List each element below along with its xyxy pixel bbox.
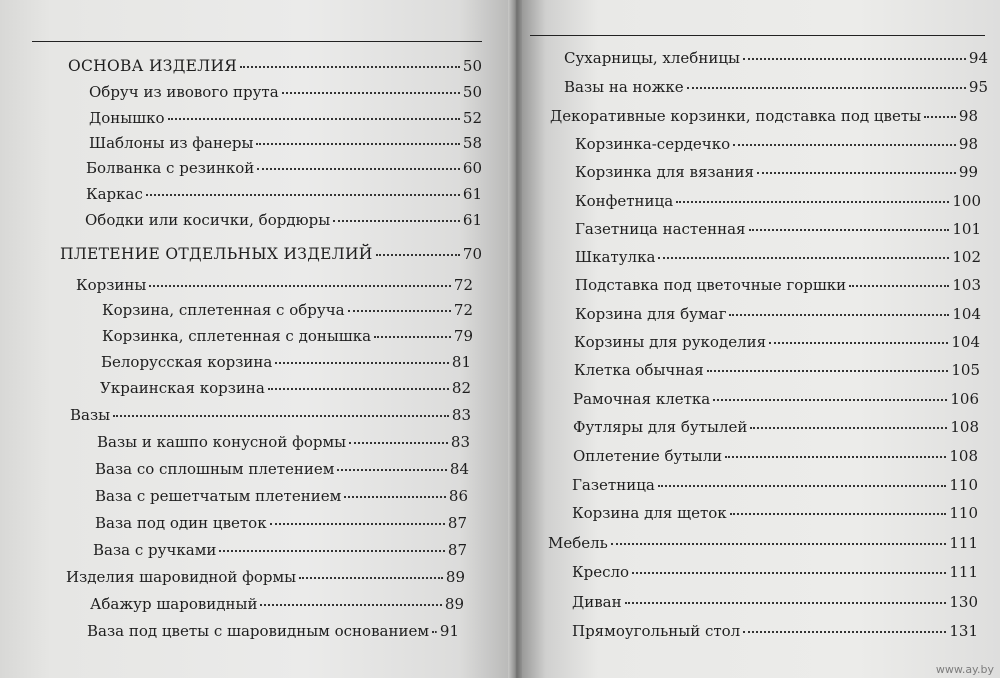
toc-entry: [572, 562, 978, 582]
entry-page: 102: [952, 248, 981, 266]
entry-title: Сухарницы, хлебницы: [564, 49, 740, 67]
dot-leader: [658, 484, 947, 487]
dot-leader: [632, 571, 946, 574]
entry-title: Оплетение бутыли: [573, 447, 723, 465]
entry-page: 61: [462, 211, 482, 229]
entry-page: 111: [949, 563, 978, 581]
dot-leader: [924, 115, 956, 118]
entry-page: 91: [439, 622, 459, 640]
dot-leader: [849, 284, 949, 287]
entry-page: 94: [968, 49, 988, 67]
toc-entry: [572, 475, 978, 495]
entry-title: Корзинка для вязания: [575, 163, 754, 181]
toc-entry: [89, 82, 482, 102]
toc-entry: [573, 389, 979, 409]
entry-page: 82: [451, 379, 471, 397]
entry-page: 104: [952, 305, 981, 323]
entry-page: 89: [445, 568, 465, 586]
entry-title: Ваза под один цветок: [95, 514, 267, 532]
entry-page: 87: [447, 514, 467, 532]
entry-title: Ваза с ручками: [93, 541, 217, 559]
entry-page: 60: [462, 159, 482, 177]
entry-page: 111: [949, 534, 978, 552]
dot-leader: [725, 455, 946, 458]
entry-title: Донышко: [89, 109, 165, 127]
toc-entry: [68, 56, 482, 76]
dot-leader: [757, 171, 956, 174]
dot-leader: [733, 143, 956, 146]
entry-page: 86: [448, 487, 468, 505]
entry-page: 89: [444, 595, 464, 613]
toc-entry: [575, 247, 981, 267]
entry-page: 83: [451, 406, 471, 424]
dot-leader: [730, 512, 947, 515]
entry-page: 100: [952, 192, 981, 210]
entry-title: Газетница настенная: [575, 220, 746, 238]
entry-page: 105: [951, 361, 980, 379]
dot-leader: [260, 603, 441, 606]
dot-leader: [707, 369, 949, 372]
dot-leader: [282, 91, 460, 94]
entry-title: Шаблоны из фанеры: [89, 134, 254, 152]
dot-leader: [625, 601, 947, 604]
dot-leader: [769, 341, 948, 344]
toc-entry: [575, 275, 981, 295]
entry-title: Корзина для бумаг: [575, 305, 727, 323]
entry-title: Ободки или косички, бордюры: [85, 211, 331, 229]
toc-entry: [93, 540, 467, 560]
entry-title: Корзины для рукоделия: [574, 333, 767, 351]
toc-entry: [575, 134, 978, 154]
entry-title: Абажур шаровидный: [90, 595, 258, 613]
entry-title: Ваза со сплошным плетением: [95, 460, 335, 478]
toc-entry: [550, 106, 978, 126]
entry-page: 81: [451, 353, 471, 371]
entry-page: 99: [958, 163, 978, 181]
entry-page: 84: [449, 460, 469, 478]
entry-page: 72: [453, 301, 473, 319]
toc-entry: [572, 621, 978, 641]
dot-leader: [240, 65, 460, 68]
toc-entry: [95, 459, 469, 479]
entry-title: Корзинка-сердечко: [575, 135, 731, 153]
toc-entry: [89, 108, 482, 128]
entry-title: Корзинка, сплетенная с донышка: [102, 327, 372, 345]
entry-title: Корзины: [76, 276, 147, 294]
toc-entry: [76, 275, 473, 295]
toc-entry: [87, 621, 459, 641]
toc-entry: [102, 300, 473, 320]
entry-title: Белорусская корзина: [101, 353, 273, 371]
toc-entry: [575, 304, 981, 324]
entry-title: Ваза под цветы с шаровидным основанием: [87, 622, 429, 640]
watermark: www.ay.by: [935, 663, 994, 676]
entry-page: 108: [950, 418, 979, 436]
toc-entry: [573, 446, 978, 466]
dot-leader: [749, 228, 950, 231]
dot-leader: [658, 256, 949, 259]
entry-title: Ваза с решетчатым плетением: [95, 487, 342, 505]
entry-page: 108: [949, 447, 978, 465]
toc-entry: [60, 244, 482, 264]
toc-entry: [95, 513, 467, 533]
dot-leader: [333, 219, 460, 222]
toc-entry: [564, 48, 988, 68]
dot-leader: [348, 309, 451, 312]
entry-title: Подставка под цветочные горшки: [575, 276, 847, 294]
entry-title: Вазы и кашпо конусной формы: [97, 433, 347, 451]
dot-leader: [257, 167, 460, 170]
dot-leader: [219, 549, 445, 552]
toc-entry: [575, 219, 981, 239]
dot-leader: [337, 468, 446, 471]
toc-entry: [97, 432, 470, 452]
dot-leader: [750, 426, 947, 429]
entry-page: 58: [462, 134, 482, 152]
entry-title: Корзина для щеток: [572, 504, 727, 522]
toc-entry: [102, 326, 473, 346]
entry-title: Клетка обычная: [574, 361, 704, 379]
dot-leader: [113, 414, 449, 417]
entry-title: Диван: [572, 593, 622, 611]
right-page: [522, 0, 1000, 678]
dot-leader: [687, 86, 966, 89]
entry-title: ПЛЕТЕНИЕ ОТДЕЛЬНЫХ ИЗДЕЛИЙ: [60, 245, 373, 263]
dot-leader: [256, 142, 460, 145]
entry-title: Рамочная клетка: [573, 390, 711, 408]
entry-page: 106: [950, 390, 979, 408]
entry-title: Конфетница: [575, 192, 674, 210]
toc-entry: [85, 210, 482, 230]
entry-title: Каркас: [86, 185, 143, 203]
entry-page: 70: [462, 245, 482, 263]
top-rule: [530, 35, 985, 36]
toc-entry: [86, 184, 482, 204]
entry-page: 101: [952, 220, 981, 238]
toc-entry: [564, 77, 988, 97]
dot-leader: [275, 361, 449, 364]
dot-leader: [611, 542, 947, 545]
entry-title: Газетница: [572, 476, 655, 494]
toc-entry: [574, 332, 980, 352]
entry-title: Кресло: [572, 563, 630, 581]
dot-leader: [729, 313, 949, 316]
entry-title: Шкатулка: [575, 248, 656, 266]
entry-page: 50: [462, 57, 482, 75]
entry-page: 110: [949, 504, 978, 522]
toc-entry: [66, 567, 465, 587]
entry-page: 130: [949, 593, 978, 611]
top-rule: [32, 41, 482, 42]
dot-leader: [344, 495, 446, 498]
entry-title: Футляры для бутылей: [573, 418, 748, 436]
entry-page: 72: [453, 276, 473, 294]
dot-leader: [743, 630, 946, 633]
entry-page: 131: [949, 622, 978, 640]
entry-page: 95: [968, 78, 988, 96]
dot-leader: [270, 522, 445, 525]
toc-entry: [101, 352, 471, 372]
entry-title: Мебель: [548, 534, 608, 552]
entry-page: 52: [462, 109, 482, 127]
toc-entry: [573, 417, 979, 437]
toc-entry: [548, 533, 978, 553]
entry-title: Вазы: [70, 406, 111, 424]
dot-leader: [743, 57, 966, 60]
toc-entry: [572, 592, 978, 612]
entry-page: 87: [447, 541, 467, 559]
entry-page: 103: [952, 276, 981, 294]
toc-entry: [575, 191, 981, 211]
dot-leader: [268, 387, 449, 390]
dot-leader: [713, 398, 947, 401]
entry-title: Декоративные корзинки, подставка под цветы: [550, 107, 922, 125]
entry-page: 98: [958, 107, 978, 125]
toc-entry: [90, 594, 464, 614]
entry-page: 79: [453, 327, 473, 345]
entry-title: ОСНОВА ИЗДЕЛИЯ: [68, 57, 238, 75]
entry-title: Вазы на ножке: [564, 78, 684, 96]
dot-leader: [349, 441, 448, 444]
entry-page: 110: [949, 476, 978, 494]
dot-leader: [374, 335, 451, 338]
entry-page: 104: [951, 333, 980, 351]
dot-leader: [376, 253, 460, 256]
entry-page: 50: [462, 83, 482, 101]
entry-title: Прямоугольный стол: [572, 622, 741, 640]
dot-leader: [432, 630, 437, 633]
dot-leader: [146, 193, 460, 196]
toc-entry: [100, 378, 471, 398]
toc-entry: [89, 133, 482, 153]
entry-title: Болванка с резинкой: [86, 159, 255, 177]
entry-page: 83: [450, 433, 470, 451]
entry-title: Изделия шаровидной формы: [66, 568, 297, 586]
dot-leader: [676, 200, 949, 203]
toc-entry: [95, 486, 468, 506]
entry-title: Корзина, сплетенная с обруча: [102, 301, 345, 319]
toc-entry: [574, 360, 980, 380]
entry-title: Обруч из ивового прута: [89, 83, 279, 101]
entry-title: Украинская корзина: [100, 379, 265, 397]
toc-entry: [575, 162, 978, 182]
dot-leader: [168, 117, 460, 120]
dot-leader: [299, 576, 443, 579]
dot-leader: [149, 284, 451, 287]
toc-entry: [86, 158, 482, 178]
toc-entry: [70, 405, 471, 425]
toc-entry: [572, 503, 978, 523]
entry-page: 98: [958, 135, 978, 153]
entry-page: 61: [462, 185, 482, 203]
